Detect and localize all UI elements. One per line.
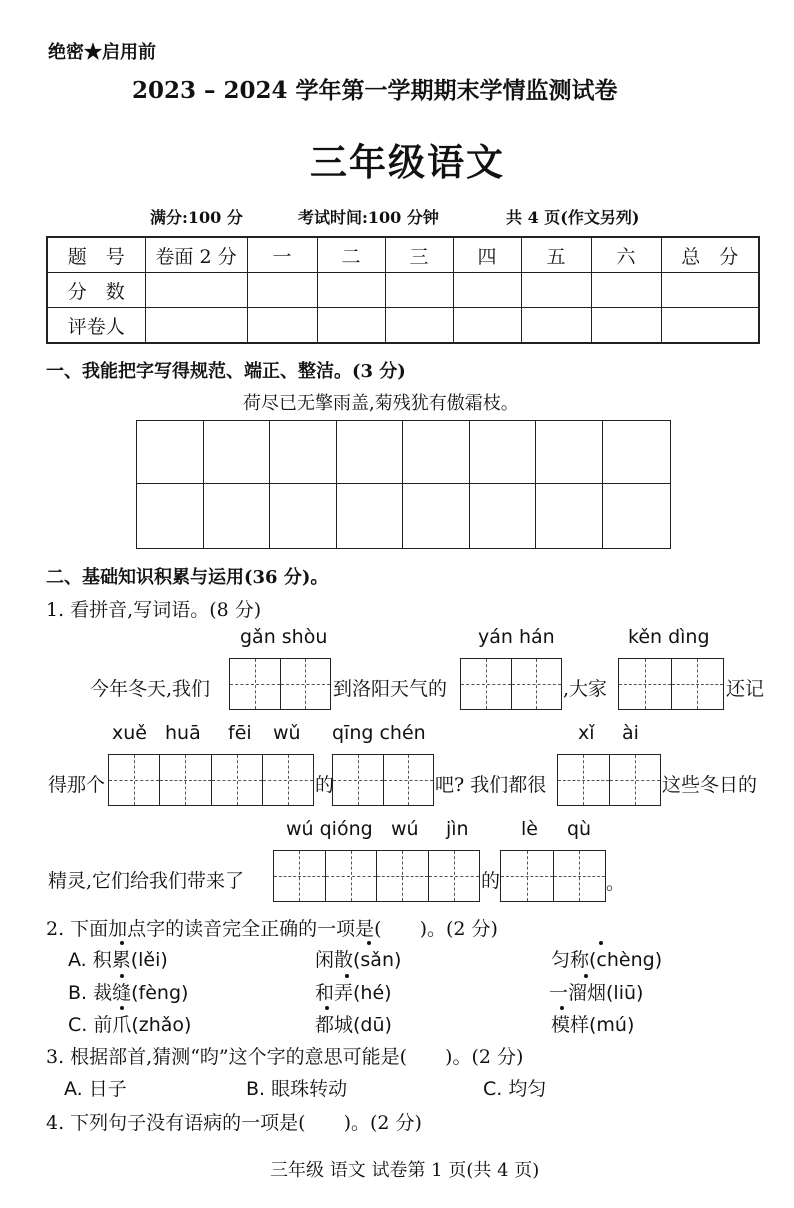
table-header-cell: 卷面 2 分 — [145, 237, 247, 273]
q2-option-a3: 匀称(chèng) — [551, 949, 663, 971]
emphasis-dot — [560, 1006, 564, 1010]
table-header-cell: 总 分 — [661, 237, 759, 273]
q2-option-b3: 一溜烟(liū) — [549, 982, 644, 1004]
answer-box-kending[interactable] — [618, 658, 724, 710]
q2-title: 2. 下面加点字的读音完全正确的一项是( )。(2 分) — [46, 918, 498, 940]
grader-cell[interactable] — [317, 308, 385, 344]
table-header-cell: 三 — [385, 237, 453, 273]
writing-grid[interactable] — [136, 420, 671, 549]
pinyin-wuqiong: wú qióng — [286, 818, 373, 840]
answer-box-wuqiongwujin[interactable] — [273, 850, 480, 902]
q2-option-c3: 模样(mú) — [551, 1014, 635, 1036]
emphasis-dot — [120, 1006, 124, 1010]
q2-option-b2: 和弄(hé) — [315, 982, 392, 1004]
exam-time: 考试时间:100 分钟 — [298, 208, 439, 227]
score-cell[interactable] — [385, 273, 453, 308]
page-footer: 三年级 语文 试卷第 1 页(共 4 页) — [270, 1160, 540, 1181]
q2-option-a2: 闲散(sǎn) — [315, 949, 402, 971]
q1-text: 吧? 我们都很 — [435, 774, 547, 796]
row-label: 分 数 — [47, 273, 145, 308]
score-cell[interactable] — [591, 273, 661, 308]
emphasis-dot — [325, 1006, 329, 1010]
pinyin-ganshou: gǎn shòu — [240, 626, 328, 648]
answer-box-xiai[interactable] — [557, 754, 661, 806]
table-header-cell: 五 — [521, 237, 591, 273]
emphasis-dot — [345, 974, 349, 978]
q3-title: 3. 根据部首,猜测“昀”这个字的意思可能是( )。(2 分) — [46, 1046, 524, 1068]
grader-row — [47, 308, 759, 344]
grader-cell[interactable] — [591, 308, 661, 344]
q2-option-c2: 都城(dū) — [315, 1014, 392, 1036]
q1-text: 到洛阳天气的 — [333, 678, 448, 700]
pinyin-yanhan: yán hán — [478, 626, 555, 648]
q1-text: 精灵,它们给我们带来了 — [48, 870, 245, 892]
score-cell[interactable] — [247, 273, 317, 308]
section1-heading: 一、我能把字写得规范、端正、整洁。(3 分) — [46, 361, 406, 382]
q3-option-c: C. 均匀 — [483, 1078, 547, 1100]
q1-text: 得那个 — [48, 774, 106, 796]
grader-cell[interactable] — [453, 308, 521, 344]
q1-text: ,大家 — [563, 678, 608, 700]
q1-text: 的 — [481, 870, 501, 892]
pinyin-fei: fēi — [228, 722, 252, 744]
q1-text: 这些冬日的 — [662, 774, 758, 796]
answer-box-lequ[interactable] — [500, 850, 606, 902]
pinyin-hua: huā — [165, 722, 201, 744]
score-table — [46, 236, 760, 344]
table-header-cell: 一 — [247, 237, 317, 273]
table-header-cell: 四 — [453, 237, 521, 273]
emphasis-dot — [367, 941, 371, 945]
score-cell[interactable] — [661, 273, 759, 308]
section2-heading: 二、基础知识积累与运用(36 分)。 — [46, 567, 329, 588]
q4-title: 4. 下列句子没有语病的一项是( )。(2 分) — [46, 1112, 422, 1134]
score-cell[interactable] — [453, 273, 521, 308]
table-header-cell: 六 — [591, 237, 661, 273]
table-header-cell: 二 — [317, 237, 385, 273]
pinyin-wu: wǔ — [273, 722, 301, 744]
row-label: 评卷人 — [47, 308, 145, 344]
subject-title: 三年级语文 — [310, 140, 505, 184]
answer-box-ganshou[interactable] — [229, 658, 331, 710]
table-header-cell: 题 号 — [47, 237, 145, 273]
exam-title: 2023 – 2024 学年第一学期期末学情监测试卷 — [132, 77, 618, 104]
pinyin-ai: ài — [622, 722, 639, 744]
pinyin-xue: xuě — [112, 722, 147, 744]
grader-cell[interactable] — [247, 308, 317, 344]
answer-box-qingchen[interactable] — [332, 754, 434, 806]
emphasis-dot — [120, 941, 124, 945]
grader-cell[interactable] — [661, 308, 759, 344]
full-score: 满分:100 分 — [150, 208, 243, 227]
q1-text: 。 — [606, 872, 626, 894]
q2-option-a1: A. 积累(lěi) — [68, 949, 168, 971]
grader-cell[interactable] — [385, 308, 453, 344]
q2-option-b1: B. 裁缝(fèng) — [68, 982, 189, 1004]
score-cell[interactable] — [521, 273, 591, 308]
q3-option-a: A. 日子 — [64, 1078, 127, 1100]
pinyin-qingchen: qīng chén — [332, 722, 426, 744]
pinyin-wu2: wú — [391, 818, 419, 840]
score-cell[interactable] — [317, 273, 385, 308]
pinyin-jin: jìn — [446, 818, 469, 840]
score-row — [47, 273, 759, 308]
page-count: 共 4 页(作文另列) — [506, 208, 640, 227]
q3-option-b: B. 眼珠转动 — [246, 1078, 348, 1100]
grader-cell[interactable] — [145, 308, 247, 344]
answer-box-yanhan[interactable] — [460, 658, 562, 710]
emphasis-dot — [584, 974, 588, 978]
pinyin-le: lè — [521, 818, 538, 840]
q1-text: 还记 — [726, 678, 765, 700]
pinyin-kending: kěn dìng — [628, 626, 710, 648]
score-table-header-row — [47, 237, 759, 273]
answer-box-xuehuafeiwu[interactable] — [108, 754, 314, 806]
pinyin-qu: qù — [567, 818, 592, 840]
q2-option-c1: C. 前爪(zhǎo) — [68, 1014, 192, 1036]
poem-line: 荷尽已无擎雨盖,菊残犹有傲霜枝。 — [243, 393, 519, 414]
secret-label: 绝密★启用前 — [48, 42, 156, 63]
pinyin-xi: xǐ — [578, 722, 595, 744]
emphasis-dot — [120, 974, 124, 978]
emphasis-dot — [599, 941, 603, 945]
score-cell[interactable] — [145, 273, 247, 308]
q1-text: 今年冬天,我们 — [90, 678, 211, 700]
grader-cell[interactable] — [521, 308, 591, 344]
q1-text: 的 — [315, 774, 335, 796]
q1-title: 1. 看拼音,写词语。(8 分) — [46, 599, 262, 621]
